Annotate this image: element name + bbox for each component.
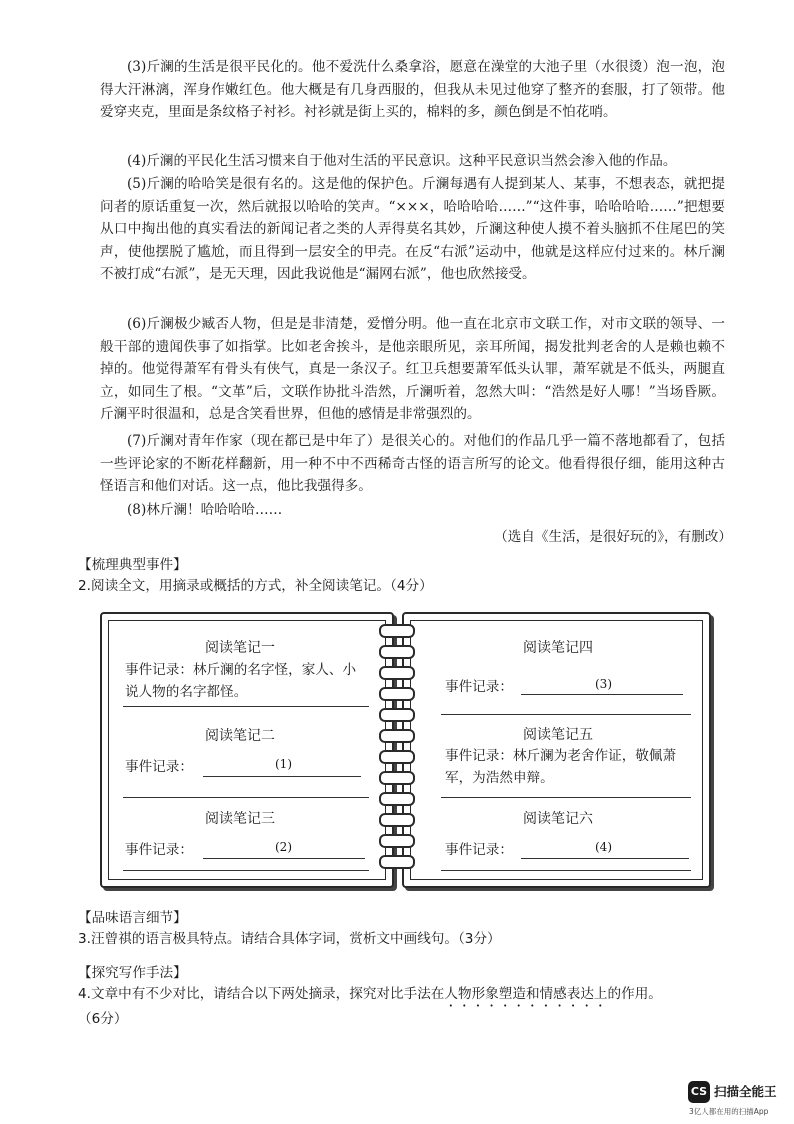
question-4-post: 的作用。 (607, 986, 662, 1002)
notebook-right-page (402, 612, 711, 888)
blank-2-label: (2) (275, 840, 292, 854)
question-4-emphasis: 人物形象塑造和情感表达上 (444, 986, 608, 1002)
note-5-text: 林斤澜为老舍作证，敬佩萧军，为浩然申辩。 (445, 748, 677, 786)
blank-1-label: (1) (275, 757, 292, 771)
question-4-score: （6分） (78, 1011, 128, 1027)
note-3-title: 阅读笔记三 (205, 811, 275, 827)
paragraph-3: (3)斤澜的生活是很平民化的。他不爱洗什么桑拿浴，愿意在澡堂的大池子里（水很烫）泡一泡，泡得大汗淋漓，浑身作嫩红色。他大概是有几身西服的，但我从未见过他穿了整齐的套服，打了领带。他爱穿夹克，里面是条纹格子衬衫。衬衫就是街上买的，棉料的多，颜色倒是不怕花哨。 (100, 59, 725, 120)
camscanner-logo-icon: CS (688, 1081, 710, 1103)
blank-4-label: (4) (595, 840, 612, 854)
binding-ring (379, 771, 415, 785)
section-heading-language: 【品味语言细节】 (78, 910, 187, 926)
answer-blank-3[interactable] (521, 694, 683, 695)
note-3-label: 事件记录： (125, 842, 193, 858)
answer-blank-2[interactable] (203, 858, 365, 859)
blank-3-label: (3) (595, 677, 612, 691)
notebook-right-inner (410, 620, 703, 880)
note-5-label: 事件记录： (445, 748, 513, 764)
note-6-underline (441, 870, 691, 871)
watermark-tagline: 3亿人都在用的扫描App (689, 1107, 769, 1116)
note-4-title: 阅读笔记四 (523, 640, 593, 656)
note-5-title: 阅读笔记五 (523, 727, 593, 743)
source-citation: （选自《生活，是很好玩的》，有删改） (494, 529, 732, 545)
note-1-underline (123, 706, 369, 707)
paragraph-8: (8)林斤澜！哈哈哈哈…… (127, 502, 283, 518)
note-5-record (445, 745, 691, 789)
binding-ring (379, 855, 415, 869)
question-3: 3.汪曾祺的语言极具特点。请结合具体字词，赏析文中画线句。（3分） (78, 931, 501, 947)
watermark-name: 扫描全能王 (714, 1084, 777, 1099)
section-heading-technique: 【探究写作手法】 (78, 965, 187, 981)
note-4-label: 事件记录： (445, 679, 513, 695)
binding-ring (379, 750, 415, 764)
paragraph-7: (7)斤澜对青年作家（现在都已是中年了）是很关心的。对他们的作品几乎一篇不落地都看了，包括一些评论家的不断花样翻新，用一种不中不西稀奇古怪的语言所写的论文。他看得很仔细，能用这种古怪语言和他们对话。这一点，他比我强得多。 (100, 433, 725, 494)
question-2: 2.阅读全文，用摘录或概括的方式，补全阅读笔记。（4分） (78, 578, 433, 594)
note-3-underline (123, 870, 369, 871)
note-6-label: 事件记录： (445, 842, 513, 858)
note-5-underline (441, 797, 691, 798)
binding-ring (379, 834, 415, 848)
answer-blank-1[interactable] (203, 776, 361, 777)
notebook-left-page (100, 612, 394, 888)
binding-ring (379, 708, 415, 722)
answer-blank-4[interactable] (521, 858, 689, 859)
note-1-text: 林斤澜的名字怪，家人、小说人物的名字都怪。 (125, 662, 357, 700)
note-2-underline (123, 797, 369, 798)
binding-ring (379, 687, 415, 701)
binding-ring (379, 666, 415, 680)
paragraph-5: (5)斤澜的哈哈笑是很有名的。这是他的保护色。斤澜每遇有人提到某人、某事，不想表态，就把提问者的原话重复一次，然后就报以哈哈的笑声。“×××，哈哈哈哈……”“这件事，哈哈哈哈……”把想要从口中掏出他的真实看法的新闻记者之类的人弄得莫名其妙，斤澜这种使人摸不着头脑抓不住尾巴的笑声，使他摆脱了尴尬，而且得到一层安全的甲壳。在反“右派”运动中，他就是这样应付过来的。林斤澜不被打成“右派”，是无天理，因此我说他是“漏网右派”，他也欣然接受。 (100, 176, 725, 282)
question-4-pre: 4.文章中有不少对比，请结合以下两处摘录，探究对比手法在 (78, 986, 445, 1002)
binding-ring (379, 645, 415, 659)
question-4 (78, 983, 758, 1010)
binding-ring (379, 813, 415, 827)
note-6-title: 阅读笔记六 (523, 811, 593, 827)
binding-ring (379, 624, 415, 638)
section-heading-events: 【梳理典型事件】 (78, 557, 187, 573)
note-4-underline (441, 714, 691, 715)
paragraph-6: (6)斤澜极少臧否人物，但是是非清楚，爱憎分明。他一直在北京市文联工作，对市文联的领导、一般干部的遗闻佚事了如指掌。比如老舍挨斗，是他亲眼所见，亲耳所闻，揭发批判老舍的人是赖也赖不掉的。他觉得萧军有骨头有侠气，真是一条汉子。红卫兵想要萧军低头认罪，萧军就是不低头，两腿直立，如同生了根。“文革”后，文联作协批斗浩然，斤澜听着，忽然大叫：“浩然是好人哪！”当场昏厥。斤澜平时很温和，总是含笑看世界，但他的感情是非常强烈的。 (100, 316, 725, 422)
binding-ring (379, 792, 415, 806)
note-2-label: 事件记录： (125, 759, 193, 775)
note-2-title: 阅读笔记二 (205, 728, 275, 744)
note-1-record (125, 659, 365, 703)
paragraph-4: (4)斤澜的平民化生活习惯来自于他对生活的平民意识。这种平民意识当然会渗入他的作品。 (127, 153, 677, 169)
binding-ring (379, 729, 415, 743)
notebook-left-inner (108, 620, 386, 880)
note-1-label: 事件记录： (125, 662, 193, 678)
note-1-title: 阅读笔记一 (205, 640, 275, 656)
